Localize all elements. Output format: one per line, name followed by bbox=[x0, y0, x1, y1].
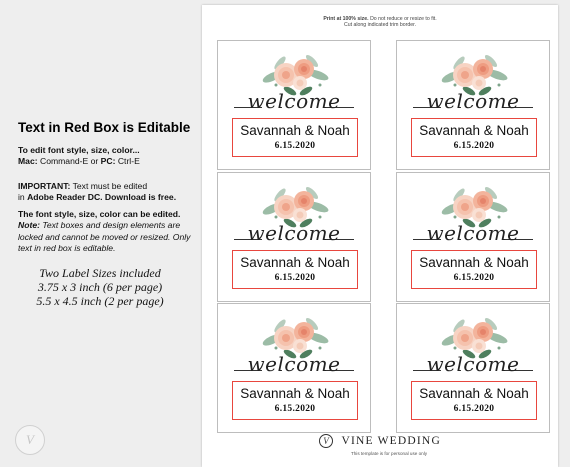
brand-name: VINE WEDDING bbox=[341, 434, 441, 447]
welcome-script: welcome bbox=[426, 221, 520, 245]
couple-names[interactable]: Savannah & Noah bbox=[419, 123, 529, 138]
welcome-label bbox=[396, 303, 550, 433]
important-text2: in bbox=[18, 192, 25, 203]
label-sizes bbox=[0, 266, 200, 308]
note-text: Text boxes and design elements are locked and cannot be moved or resized. Only text in red box is editable. bbox=[18, 220, 191, 253]
edit-instructions bbox=[18, 145, 203, 168]
info-title: Text in Red Box is Editable bbox=[18, 120, 191, 135]
vine-wedding-logo-icon: V bbox=[319, 434, 333, 448]
important-label: IMPORTANT: bbox=[18, 181, 71, 191]
welcome-script: welcome bbox=[247, 89, 341, 113]
vine-wedding-watermark-icon bbox=[15, 425, 45, 455]
welcome-label bbox=[217, 303, 371, 433]
welcome-script: welcome bbox=[426, 89, 520, 113]
pc-value: Ctrl-E bbox=[117, 156, 140, 167]
edit-prefix: To edit font style, size, color... bbox=[18, 145, 140, 155]
style-note-text: The font style, size, color can be edited. bbox=[18, 209, 181, 219]
note-label: Note: bbox=[18, 220, 40, 231]
couple-names[interactable]: Savannah & Noah bbox=[419, 386, 529, 401]
sizes-title: Two Label Sizes included bbox=[39, 266, 161, 280]
editable-text-box[interactable] bbox=[232, 118, 358, 157]
editable-text-box[interactable] bbox=[232, 250, 358, 289]
important-app: Adobe Reader DC. Download is free. bbox=[27, 192, 177, 203]
welcome-script: welcome bbox=[247, 221, 341, 245]
welcome-script: welcome bbox=[247, 352, 341, 376]
event-date[interactable]: 6.15.2020 bbox=[274, 141, 316, 151]
welcome-label bbox=[396, 40, 550, 170]
mac-value: Command-E or bbox=[39, 156, 99, 167]
couple-names[interactable]: Savannah & Noah bbox=[240, 123, 350, 138]
important-note bbox=[18, 181, 203, 204]
couple-names[interactable]: Savannah & Noah bbox=[240, 386, 350, 401]
editable-text-box[interactable] bbox=[411, 381, 537, 420]
info-panel bbox=[0, 0, 200, 467]
couple-names[interactable]: Savannah & Noah bbox=[419, 255, 529, 270]
couple-names[interactable]: Savannah & Noah bbox=[240, 255, 350, 270]
badge-glyph: V bbox=[26, 432, 34, 447]
event-date[interactable]: 6.15.2020 bbox=[274, 404, 316, 414]
mac-label: Mac: bbox=[18, 156, 38, 167]
size-1: 3.75 x 3 inch (6 per page) bbox=[37, 280, 163, 294]
event-date[interactable]: 6.15.2020 bbox=[274, 273, 316, 283]
event-date[interactable]: 6.15.2020 bbox=[453, 404, 495, 414]
important-text1: Text must be edited bbox=[72, 181, 148, 191]
welcome-label bbox=[217, 172, 371, 302]
print-instructions bbox=[202, 16, 558, 29]
trim-note: Cut along indicated trim border. bbox=[343, 22, 417, 29]
event-date[interactable]: 6.15.2020 bbox=[453, 273, 495, 283]
pc-label: PC: bbox=[100, 156, 116, 167]
style-note bbox=[18, 209, 203, 254]
print-bold: Print at 100% size. bbox=[323, 16, 369, 22]
welcome-label bbox=[217, 40, 371, 170]
welcome-label bbox=[396, 172, 550, 302]
event-date[interactable]: 6.15.2020 bbox=[453, 141, 495, 151]
editable-text-box[interactable] bbox=[232, 381, 358, 420]
welcome-script: welcome bbox=[426, 352, 520, 376]
brand-sub: This template is for personal use only bbox=[350, 451, 428, 456]
editable-text-box[interactable] bbox=[411, 118, 537, 157]
editable-text-box[interactable] bbox=[411, 250, 537, 289]
label-sheet bbox=[202, 5, 558, 467]
brand-footer bbox=[202, 432, 558, 460]
size-2: 5.5 x 4.5 inch (2 per page) bbox=[36, 294, 164, 308]
print-rest: Do not reduce or resize to fit. bbox=[370, 16, 437, 22]
